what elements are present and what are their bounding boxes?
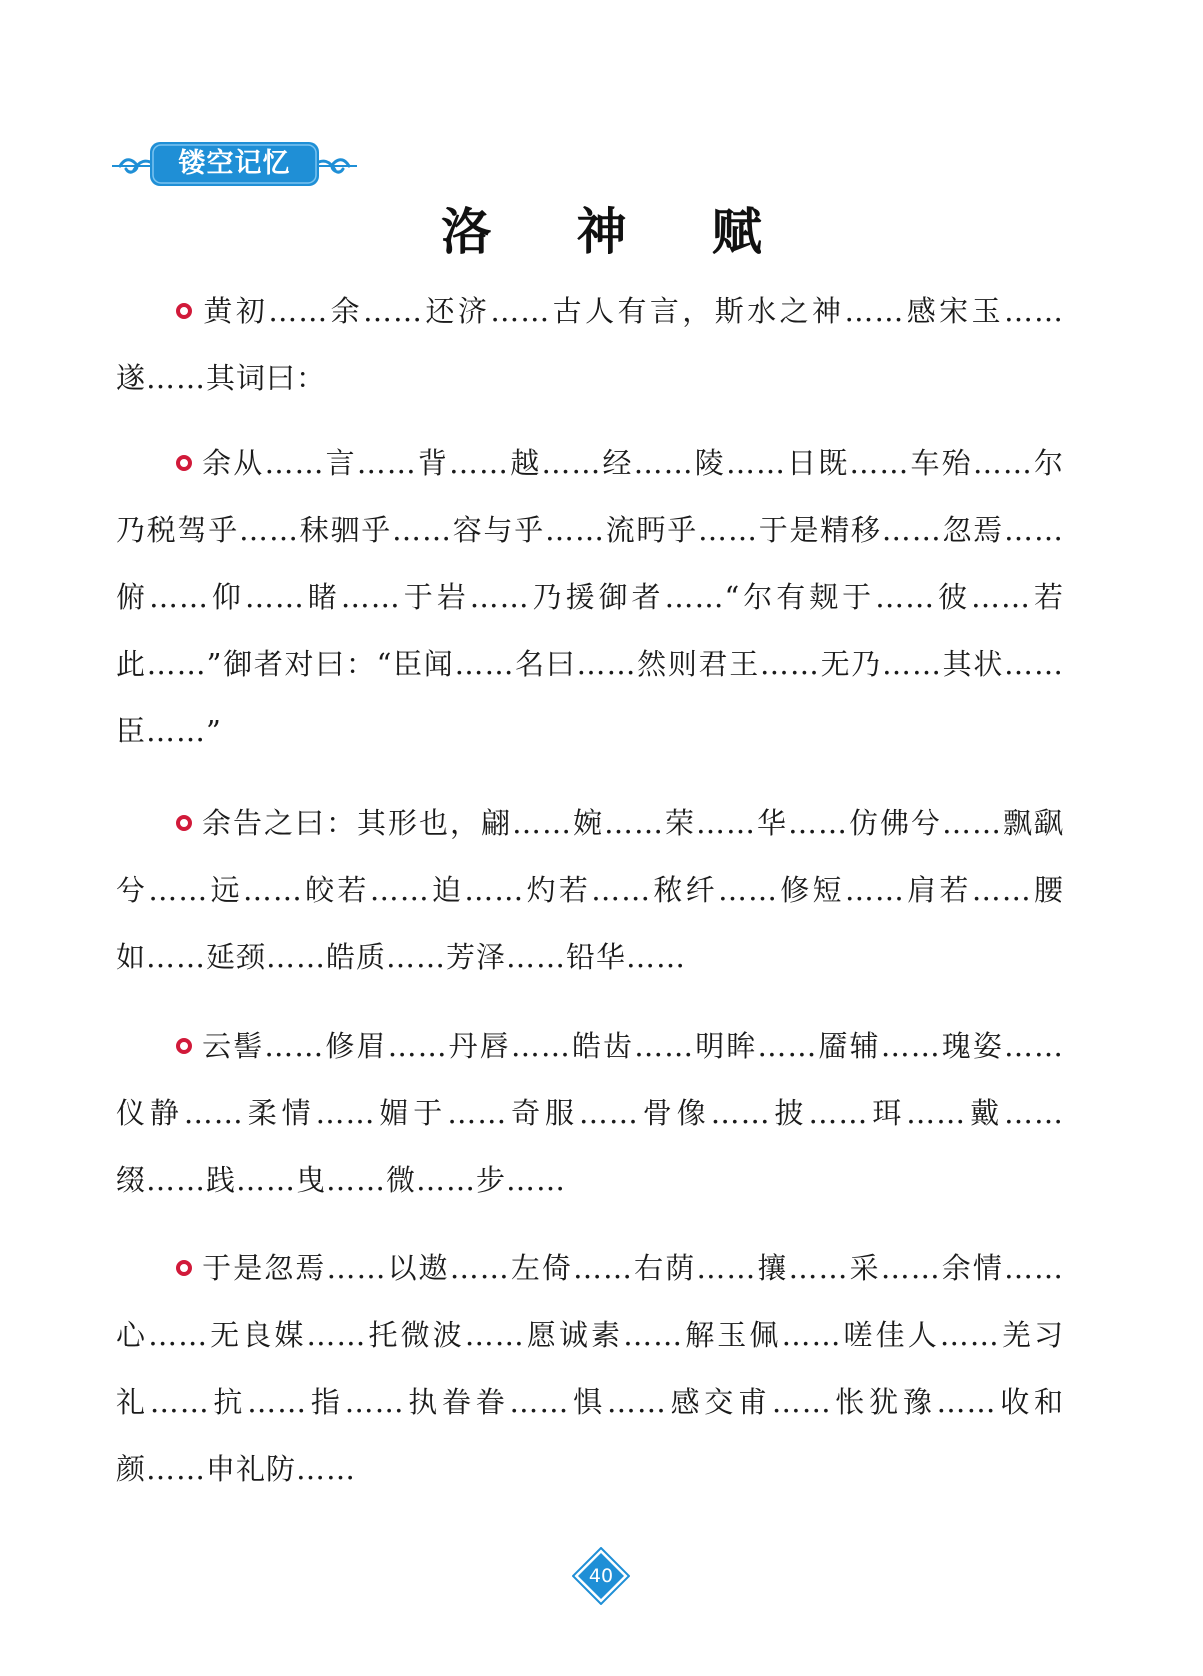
paragraph — [116, 1235, 1064, 1503]
section-badge-label: 镂空记忆 — [178, 148, 291, 179]
circle-bullet-icon — [176, 815, 192, 831]
page-number-badge — [572, 1547, 630, 1605]
page-number: 40 — [588, 1565, 614, 1587]
paragraph-text: 黄初……余……还济……古人有言，斯水之神……感宋玉……遂……其词曰： — [116, 294, 1064, 395]
paragraph — [116, 278, 1064, 412]
page-title: 洛 神 赋 — [441, 203, 796, 261]
circle-bullet-icon — [176, 1260, 192, 1276]
circle-bullet-icon — [176, 303, 192, 319]
circle-bullet-icon — [176, 455, 192, 471]
paragraph — [116, 790, 1064, 991]
section-badge — [112, 140, 357, 188]
paragraph — [116, 1013, 1064, 1214]
paragraph-text: 余从……言……背……越……经……陵……日既……车殆……尔乃税驾乎……秣驷乎……容与乎……流眄乎……于是精移……忽焉……俯……仰……睹……于岩……乃援御者……“尔有觌于……彼……若此……”御者对曰：“臣闻……名曰……然则君王……无乃……其状……臣……” — [116, 446, 1064, 748]
paragraph-text: 于是忽焉……以遨……左倚……右荫……攘……采……余情……心……无良媒……托微波……愿诚素……解玉佩……嗟佳人……羌习礼……抗……指……执眷眷……惧……感交甫……怅犹豫……收和颜……申礼防…… — [116, 1251, 1064, 1486]
circle-bullet-icon — [176, 1038, 192, 1054]
paragraph — [116, 430, 1064, 765]
paragraph-text: 云髻……修眉……丹唇……皓齿……明眸……靥辅……瑰姿……仪静……柔情……媚于……奇服……骨像……披……珥……戴……缀……践……曳……微……步…… — [116, 1029, 1064, 1197]
paragraph-text: 余告之曰：其形也，翩……婉……荣……华……仿佛兮……飘飖兮……远……皎若……迫……灼若……秾纤……修短……肩若……腰如……延颈……皓质……芳泽……铅华…… — [116, 806, 1064, 974]
